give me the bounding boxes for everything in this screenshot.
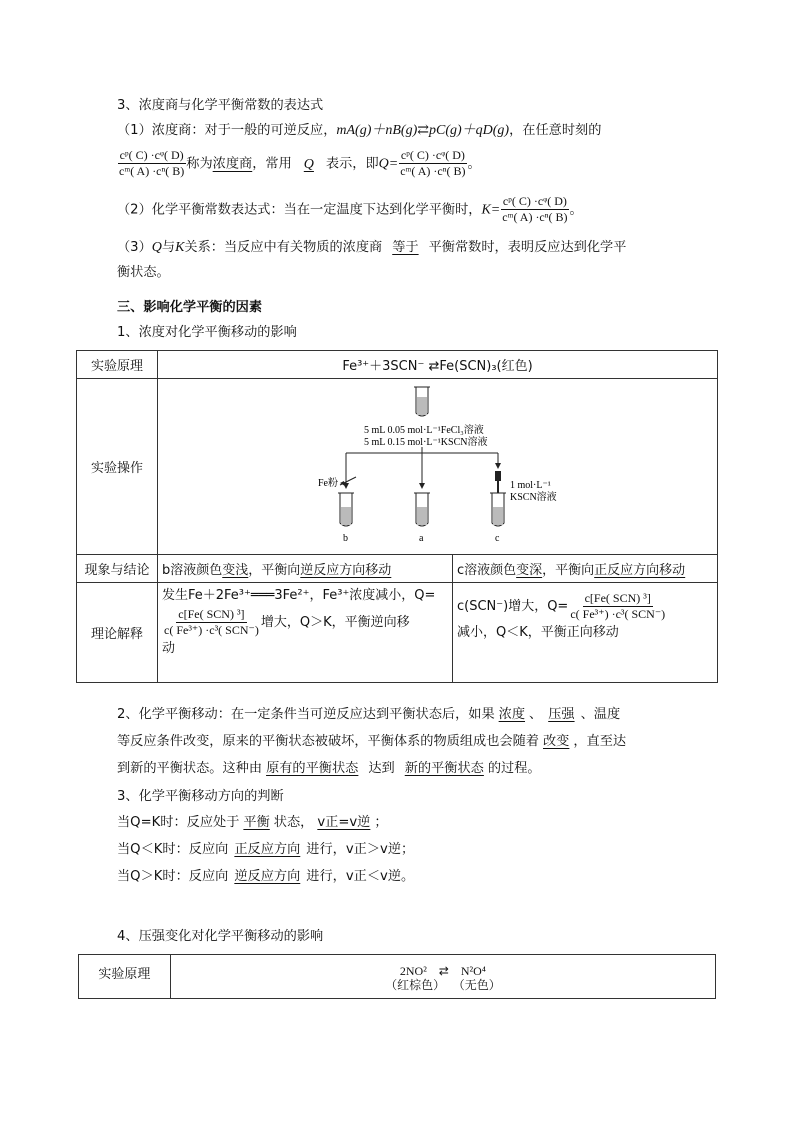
row-explanation-left: 发生Fe＋2Fe³⁺═══3Fe²⁺，Fe³⁺浓度减小，Q= $\frac{\text{c[Fe( SCN) ³]}}{\text{c( Fe³⁺) ·c³( SCN⁻)}}$ 增大，Q＞K，平衡逆向移 动 bbox=[158, 583, 453, 683]
judgement-greater: 当Q＞K时：反应向 逆反应方向 进行，v正＜v逆。 bbox=[117, 869, 415, 884]
pressure-principle-label: 实验原理 bbox=[79, 955, 171, 999]
experiment-figure-cell bbox=[158, 379, 718, 555]
para-shift-def-3: 到新的平衡状态。这种由 原有的平衡状态 达到 新的平衡状态 的过程。 bbox=[117, 761, 541, 776]
fraction-q: $\frac{\text{cᵖ( C) ·cᵠ( D)}}{\text{cᵐ( A) ·cⁿ( B)}}$ bbox=[119, 148, 185, 178]
para-q-k-relation: （3）Q与K关系：当反应中有关物质的浓度商 等于 平衡常数时，表明反应达到化学平 bbox=[117, 240, 627, 255]
judgement-equal: 当Q=K时：反应处于 平衡 状态， v正=v逆 ； bbox=[117, 815, 388, 830]
top-test-tube-icon bbox=[414, 387, 430, 416]
fig-label-c: c bbox=[495, 533, 500, 544]
row-phenomenon-left: b溶液颜色变浅，平衡向逆反应方向移动 bbox=[158, 555, 453, 583]
pressure-principle-value: 2NO² ⇄ N²O⁴ （红棕色） （无色） bbox=[170, 955, 715, 999]
sub-heading-concentration: 1、浓度对化学平衡移动的影响 bbox=[117, 325, 297, 340]
fig-label-kscn-conc: 1 mol·L⁻¹ bbox=[510, 480, 551, 491]
para-q-k-relation-cont: 衡状态。 bbox=[117, 265, 170, 280]
para-equilibrium-constant: （2）化学平衡常数表达式：当在一定温度下达到化学平衡时，K= $\frac{\text{cᵖ( C) ·cᵠ( D)}}{\text{cᵐ( A) ·cⁿ( B)}}$ 。 bbox=[117, 194, 583, 224]
fig-label-fecl3: 5 mL 0.05 mol·L⁻¹FeCl₃溶液 bbox=[364, 425, 484, 436]
heading-factors: 三、影响化学平衡的因素 bbox=[117, 300, 263, 315]
fig-label-kscn-sol: KSCN溶液 bbox=[510, 492, 557, 503]
row-principle-value: Fe³⁺＋3SCN⁻ ⇄Fe(SCN)₃(红色) bbox=[158, 351, 718, 379]
para-shift-def: 2、化学平衡移动：在一定条件当可逆反应达到平衡状态后，如果 浓度 、 压强 、温度 bbox=[117, 707, 621, 722]
fraction-k: $\frac{\text{cᵖ( C) ·cᵠ( D)}}{\text{cᵐ( A) ·cⁿ( B)}}$ bbox=[502, 194, 568, 224]
row-operation-label: 实验操作 bbox=[77, 379, 158, 555]
section3-title: 3、浓度商与化学平衡常数的表达式 bbox=[117, 98, 324, 113]
tube-b-icon bbox=[338, 493, 354, 526]
sub-heading-direction: 3、化学平衡移动方向的判断 bbox=[117, 789, 284, 804]
dropper-icon bbox=[495, 471, 501, 493]
fig-label-b: b bbox=[343, 533, 348, 544]
row-phenomenon-right: c溶液颜色变深，平衡向正反应方向移动 bbox=[452, 555, 717, 583]
para-concentration-quotient: （1）浓度商：对于一般的可逆反应，mA(g)＋nB(g)⇄pC(g)＋qD(g)，在任意时刻的 bbox=[117, 123, 602, 138]
pressure-table bbox=[78, 954, 716, 999]
test-tube-diagram bbox=[158, 379, 716, 550]
tube-c-icon bbox=[490, 493, 506, 526]
concentration-table bbox=[76, 350, 718, 683]
row-explanation-label: 理论解释 bbox=[77, 583, 158, 683]
row-principle-label: 实验原理 bbox=[77, 351, 158, 379]
fig-label-kscn: 5 mL 0.15 mol·L⁻¹KSCN溶液 bbox=[364, 437, 488, 448]
fig-label-fe: Fe粉 bbox=[318, 478, 338, 489]
para-quotient-def: $\frac{\text{cᵖ( C) ·cᵠ( D)}}{\text{cᵐ( A) ·cⁿ( B)}}$ 称为浓度商，常用 Q 表示，即Q= $\frac{\text{cᵖ( C) ·cᵠ( D)}}{\text{cᵐ( A) ·cⁿ( B)}}$ 。 bbox=[119, 148, 481, 178]
para-shift-def-2: 等反应条件改变，原来的平衡状态被破坏，平衡体系的物质组成也会随着 改变 ，直至达 bbox=[117, 734, 627, 749]
judgement-less: 当Q＜K时：反应向 正反应方向 进行，v正＞v逆； bbox=[117, 842, 415, 857]
tube-a-icon bbox=[414, 493, 430, 526]
row-phenomenon-label: 现象与结论 bbox=[77, 555, 158, 583]
fig-label-a: a bbox=[419, 533, 424, 544]
fraction-q2: $\frac{\text{cᵖ( C) ·cᵠ( D)}}{\text{cᵐ( A) ·cⁿ( B)}}$ bbox=[400, 148, 466, 178]
row-explanation-right: c(SCN⁻)增大，Q= $\frac{\text{c[Fe( SCN) ³]}}{\text{c( Fe³⁺) ·c³( SCN⁻)}}$ 减小，Q＜K，平衡正向移动 bbox=[452, 583, 717, 683]
sub-heading-pressure: 4、压强变化对化学平衡移动的影响 bbox=[117, 929, 324, 944]
